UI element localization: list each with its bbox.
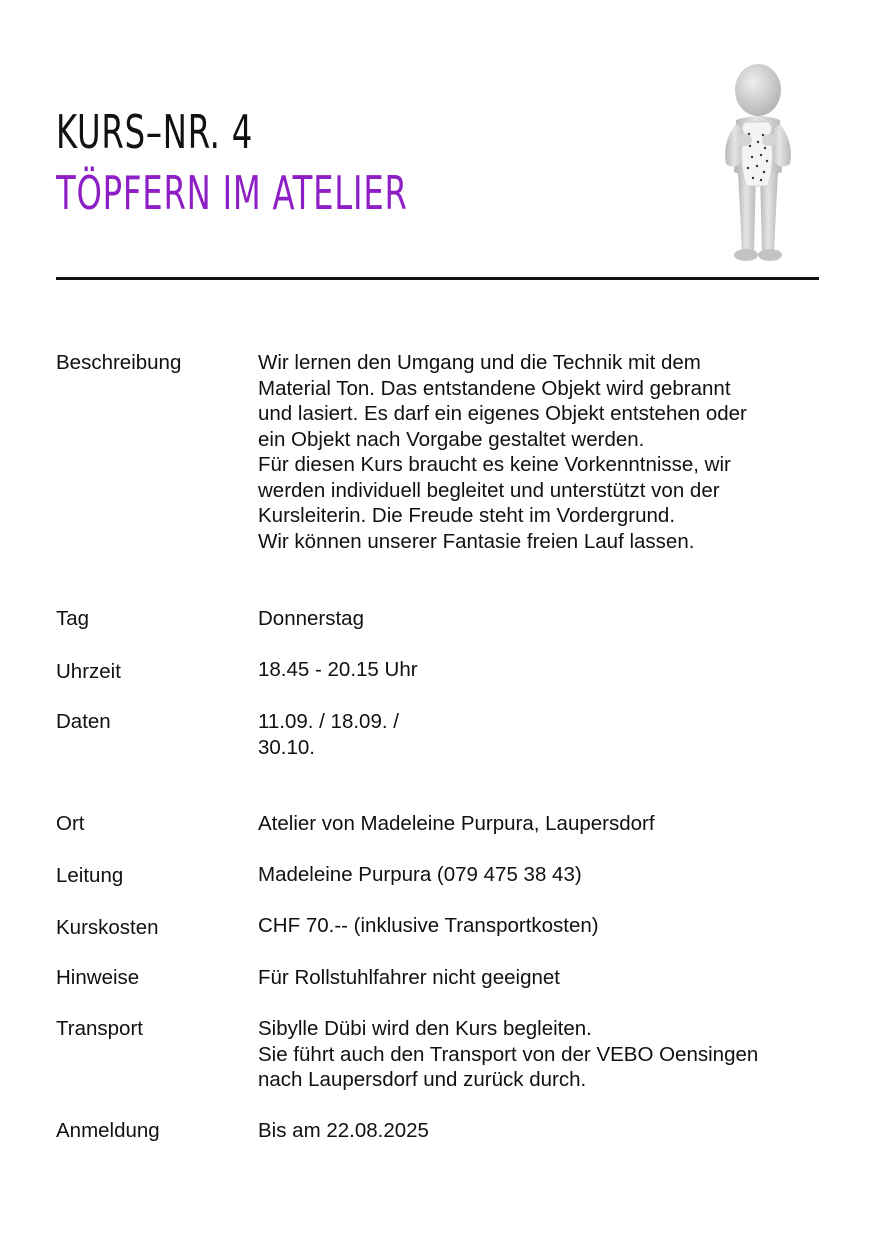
dates-line: 11.09. / 18.09. / [258,710,399,733]
description-line: ein Objekt nach Vorgabe gestaltet werden. [258,427,645,451]
course-title: TÖPFERN IM ATELIER [56,166,408,220]
description-line: Für diesen Kurs braucht es keine Vorkenntnisse, wir [258,453,731,476]
value-location: Atelier von Madeleine Purpura, Laupersdorf [258,812,655,835]
label-lead: Leitung [56,864,124,887]
value-day: Donnerstag [258,607,364,630]
label-notes: Hinweise [56,966,140,989]
value-transport [258,1016,828,1093]
description-line: Kursleiterin. Die Freude steht im Vordergrund. [258,504,676,527]
transport-line: Sibylle Dübi wird den Kurs begleiten. [258,1017,592,1040]
value-lead: Madeleine Purpura (079 475 38 43) [258,863,582,886]
label-dates: Daten [56,710,111,733]
course-number: KURS–NR. 4 [56,105,254,159]
label-registration: Anmeldung [56,1119,160,1142]
description-line: werden individuell begleitet und unterstützt von der [258,478,720,502]
value-notes: Für Rollstuhlfahrer nicht geeignet [258,966,560,989]
label-cost: Kurskosten [56,916,159,939]
transport-line: nach Laupersdorf und zurück durch. [258,1068,587,1091]
header-divider [56,277,819,280]
dates-line: 30.10. [258,735,315,759]
description-line: Material Ton. Das entstandene Objekt wird gebrannt [258,376,731,400]
label-transport: Transport [56,1017,143,1040]
description-line: Wir können unserer Fantasie freien Lauf lassen. [258,529,695,553]
value-description [258,350,828,554]
value-registration: Bis am 22.08.2025 [258,1119,429,1142]
value-dates [258,709,828,760]
label-day: Tag [56,607,90,630]
label-location: Ort [56,812,85,835]
value-cost: CHF 70.-- (inklusive Transportkosten) [258,914,599,937]
transport-line: Sie führt auch den Transport von der VEBO Oensingen [258,1042,759,1066]
description-line: und lasiert. Es darf ein eigenes Objekt entstehen oder [258,402,747,425]
description-line: Wir lernen den Umgang und die Technik mit dem [258,351,701,374]
label-description: Beschreibung [56,351,182,374]
label-time: Uhrzeit [56,660,121,683]
person-holding-vase-icon [712,62,804,264]
value-time: 18.45 - 20.15 Uhr [258,658,418,681]
